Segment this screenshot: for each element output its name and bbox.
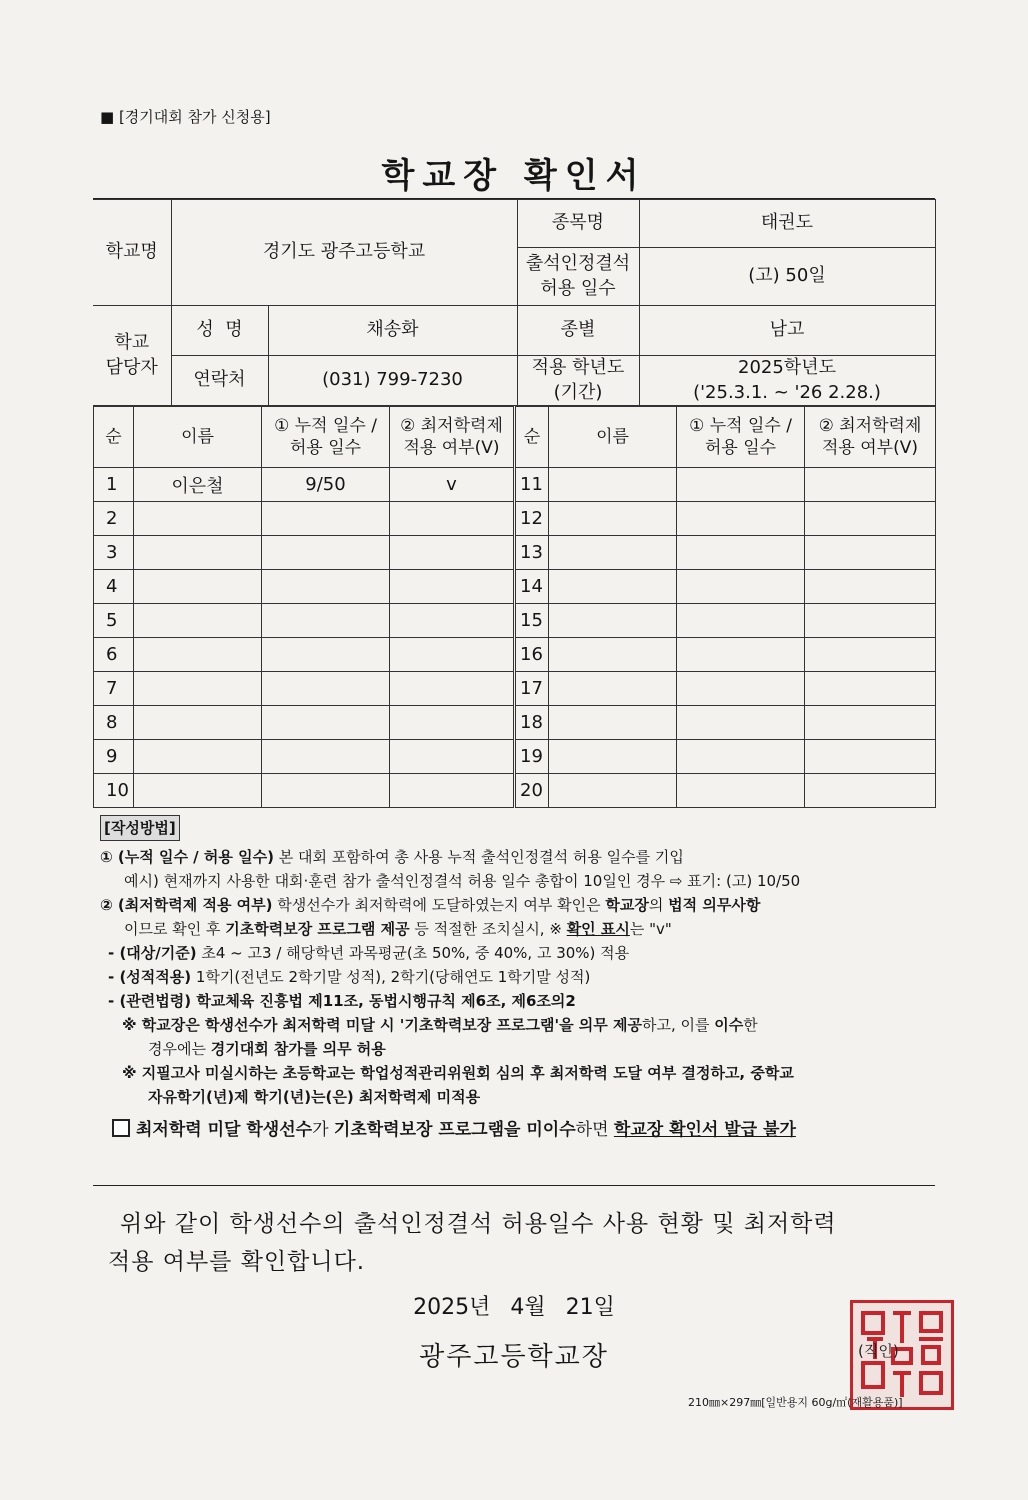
school-name-value: 경기도 광주고등학교 [171, 200, 517, 306]
row-days [262, 604, 390, 638]
instruction-note-1-line2: 경우에는 경기대회 참가를 의무 허용 [148, 1040, 386, 1058]
header-no: 순 [94, 407, 134, 468]
row-check [805, 774, 936, 808]
row-no: 12 [515, 502, 549, 536]
page-title: 학교장 확인서 [381, 156, 647, 196]
row-days [677, 570, 805, 604]
table-row [94, 468, 936, 502]
header-no-2: 순 [515, 407, 549, 468]
row-name [134, 570, 262, 604]
row-days [262, 740, 390, 774]
school-name-label: 학교명 [93, 200, 171, 306]
row-name [549, 502, 677, 536]
row-check [805, 570, 936, 604]
row-no: 9 [94, 740, 134, 774]
row-no: 20 [515, 774, 549, 808]
row-check [805, 502, 936, 536]
instructions-section [100, 815, 935, 1142]
header-days-2: ① 누적 일수 / 허용 일수 [677, 407, 805, 468]
school-info-table [93, 199, 936, 406]
instruction-sub-target: - (대상/기준) 초4 ~ 고3 / 해당학년 과목평균(초 50%, 중 40%, 고 30%) 적용 [108, 944, 630, 962]
row-no: 10 [94, 774, 134, 808]
row-name [549, 706, 677, 740]
row-no: 1 [94, 468, 134, 502]
row-check [390, 502, 515, 536]
row-name [549, 672, 677, 706]
instructions-badge: [작성방법] [100, 815, 180, 841]
header-days: ① 누적 일수 / 허용 일수 [262, 407, 390, 468]
row-name [549, 536, 677, 570]
row-days [677, 638, 805, 672]
row-days [262, 706, 390, 740]
allowed-days-label: 출석인정결석 허용 일수 [517, 248, 639, 306]
row-check [390, 638, 515, 672]
row-name [134, 706, 262, 740]
row-no: 14 [515, 570, 549, 604]
school-year-label: 적용 학년도 (기간) [517, 356, 639, 406]
row-check: v [390, 468, 515, 502]
row-days [262, 638, 390, 672]
allowed-days-value: (고) 50일 [639, 248, 935, 306]
row-days [262, 672, 390, 706]
row-no: 11 [515, 468, 549, 502]
checkbox-square-icon [112, 1119, 130, 1137]
table-row [94, 740, 936, 774]
row-days [677, 604, 805, 638]
row-no: 18 [515, 706, 549, 740]
row-no: 16 [515, 638, 549, 672]
row-name: 이은철 [134, 468, 262, 502]
gender-label: 종별 [517, 306, 639, 356]
table-row [94, 706, 936, 740]
row-no: 19 [515, 740, 549, 774]
header-min-achievement: ② 최저학력제 적용 여부(V) [390, 407, 515, 468]
row-name [134, 740, 262, 774]
row-check [390, 570, 515, 604]
row-days [677, 740, 805, 774]
row-days [677, 502, 805, 536]
row-name [134, 536, 262, 570]
row-days [262, 536, 390, 570]
row-name [134, 502, 262, 536]
row-check [390, 706, 515, 740]
table-row [94, 672, 936, 706]
table-row [94, 502, 936, 536]
row-name [549, 774, 677, 808]
issue-date: 2025년 4월 21일 [413, 1295, 615, 1320]
row-no: 6 [94, 638, 134, 672]
instruction-item-2: ② (최저학력제 적용 여부) 학생선수가 최저학력에 도달하였는지 여부 확인은 학교장의 법적 의무사항 [100, 896, 761, 914]
confirmation-divider [93, 1185, 935, 1186]
form-type-note: ■ [경기대회 참가 신청용] [100, 108, 271, 126]
table-row [94, 570, 936, 604]
instruction-sub-grades: - (성적적용) 1학기(전년도 2학기말 성적), 2학기(당해연도 1학기말 성적) [108, 968, 591, 986]
event-value: 태권도 [639, 200, 935, 248]
row-name [549, 604, 677, 638]
manager-name-value: 채송화 [268, 306, 517, 356]
instruction-note-2-line2: 자유학기(년)제 학기(년)는(은) 최저학력제 미적용 [148, 1088, 481, 1106]
row-days [677, 468, 805, 502]
table-row [94, 536, 936, 570]
header-min-achievement-2: ② 최저학력제 적용 여부(V) [805, 407, 936, 468]
manager-name-label: 성 명 [171, 306, 268, 356]
confirmation-statement: 위와 같이 학생선수의 출석인정결석 허용일수 사용 현황 및 최저학력 적용 여부를 확인합니다. [108, 1211, 837, 1275]
school-year-value: 2025학년도 ('25.3.1. ~ '26 2.28.) [639, 356, 935, 406]
row-check [805, 672, 936, 706]
table-row [94, 604, 936, 638]
row-no: 2 [94, 502, 134, 536]
row-days [262, 570, 390, 604]
row-no: 5 [94, 604, 134, 638]
gender-value: 남고 [639, 306, 935, 356]
row-check [805, 638, 936, 672]
principal-title: 광주고등학교장 [419, 1342, 609, 1372]
row-no: 4 [94, 570, 134, 604]
row-no: 17 [515, 672, 549, 706]
row-days [677, 706, 805, 740]
instruction-item-1-example: 예시) 현재까지 사용한 대회·훈련 참가 출석인정결석 허용 일수 총합이 10일인 경우 ⇨ 표기: (고) 10/50 [124, 872, 801, 890]
row-no: 8 [94, 706, 134, 740]
row-check [390, 672, 515, 706]
row-name [549, 468, 677, 502]
row-check [805, 740, 936, 774]
instruction-sub-law: - (관련법령) 학교체육 진흥법 제11조, 동법시행규칙 제6조, 제6조의2 [108, 992, 576, 1010]
contact-value: (031) 799-7230 [268, 356, 517, 406]
header-name-2: 이름 [549, 407, 677, 468]
paper-spec: 210㎜×297㎜[일반용지 60g/㎡(재활용품)] [688, 1396, 903, 1409]
event-label: 종목명 [517, 200, 639, 248]
row-name [549, 740, 677, 774]
table-header-row [94, 407, 936, 468]
row-check [390, 604, 515, 638]
row-days: 9/50 [262, 468, 390, 502]
manager-label: 학교 담당자 [93, 306, 171, 406]
seal-signature: (직인) [858, 1342, 899, 1360]
final-warning: 최저학력 미달 학생선수가 기초학력보장 프로그램을 미이수하면 학교장 확인서 발급 불가 [100, 1117, 935, 1142]
row-name [134, 604, 262, 638]
row-name [134, 638, 262, 672]
instruction-note-2: ※ 지필고사 미실시하는 초등학교는 학업성적관리위원회 심의 후 최저학력 도달 여부 결정하고, 중학교 [122, 1064, 794, 1082]
instruction-item-2-line2: 이므로 확인 후 기초학력보장 프로그램 제공 등 적절한 조치실시, ※ 확인 표시는 "v" [124, 920, 672, 938]
row-check [805, 604, 936, 638]
row-check [390, 774, 515, 808]
row-days [677, 672, 805, 706]
row-name [549, 638, 677, 672]
instruction-note-1: ※ 학교장은 학생선수가 최저학력 미달 시 '기초학력보장 프로그램'을 의무 제공하고, 이를 이수한 [122, 1016, 758, 1034]
contact-label: 연락처 [171, 356, 268, 406]
table-row [94, 638, 936, 672]
row-no: 15 [515, 604, 549, 638]
student-list-table [93, 406, 936, 808]
table-row [94, 774, 936, 808]
row-days [262, 774, 390, 808]
row-name [134, 672, 262, 706]
row-no: 13 [515, 536, 549, 570]
row-days [677, 774, 805, 808]
row-check [805, 706, 936, 740]
row-no: 3 [94, 536, 134, 570]
row-days [677, 536, 805, 570]
row-name [134, 774, 262, 808]
row-name [549, 570, 677, 604]
row-check [805, 468, 936, 502]
instruction-item-1: ① (누적 일수 / 허용 일수) 본 대회 포함하여 총 사용 누적 출석인정결석 허용 일수를 기입 [100, 848, 684, 866]
header-name: 이름 [134, 407, 262, 468]
row-no: 7 [94, 672, 134, 706]
row-check [390, 536, 515, 570]
row-check [390, 740, 515, 774]
row-days [262, 502, 390, 536]
row-check [805, 536, 936, 570]
